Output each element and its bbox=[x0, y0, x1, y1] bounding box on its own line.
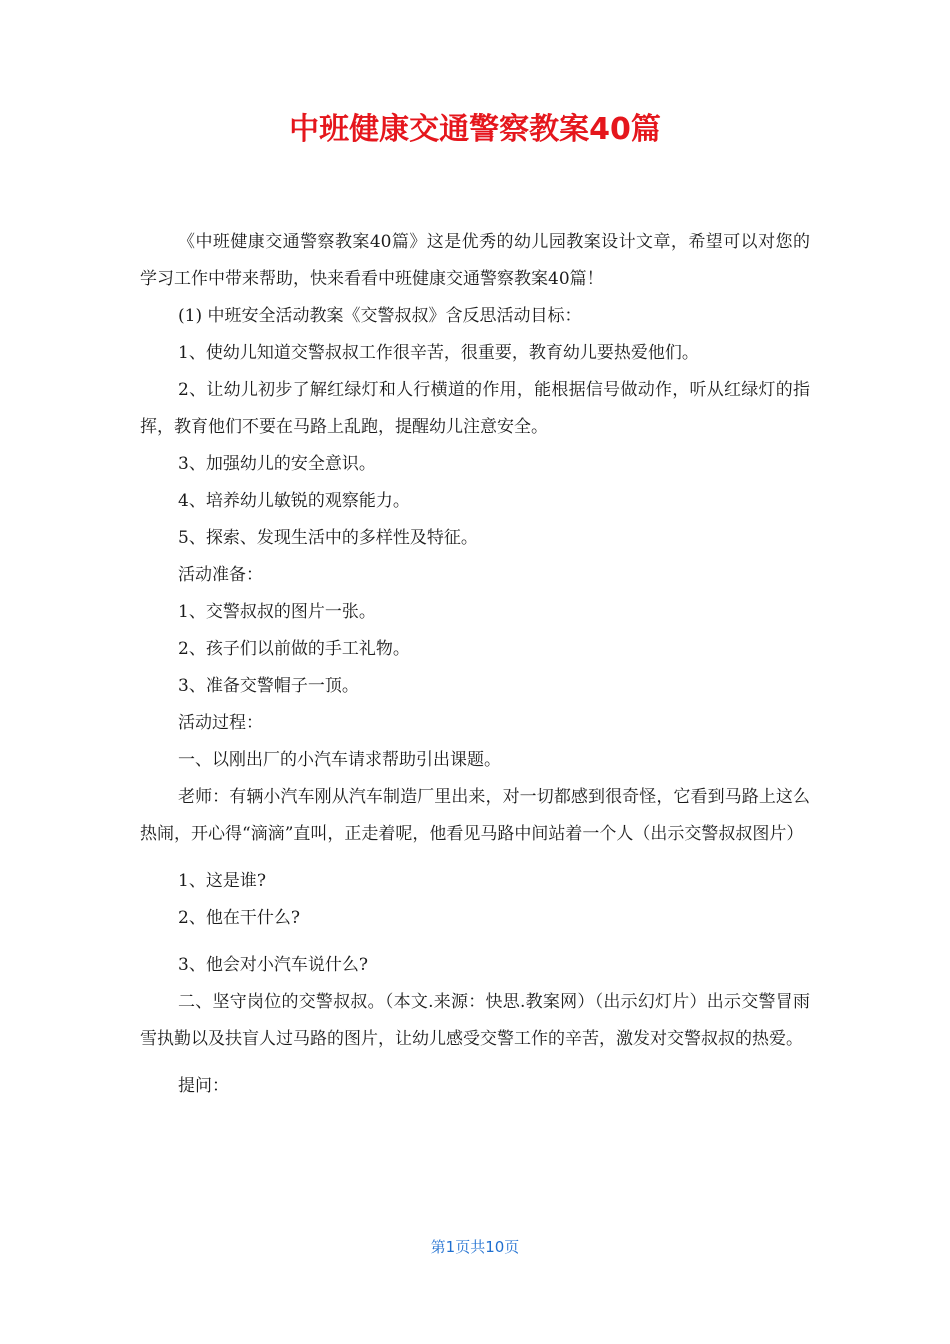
question-item: 1、这是谁? bbox=[178, 871, 266, 891]
process-step: 二、坚守岗位的交警叔叔。（本文.来源：快思.教案网）（出示幻灯片）出示交警冒雨雪执勤以及扶盲人过马路的图片，让幼儿感受交警工作的辛苦，激发对交警叔叔的热爱。 bbox=[140, 992, 810, 1049]
goal-item: 2、让幼儿初步了解红绿灯和人行横道的作用，能根据信号做动作，听从红绿灯的指挥，教育他们不要在马路上乱跑，提醒幼儿注意安全。 bbox=[140, 380, 810, 437]
question-item: 2、他在干什么? bbox=[178, 908, 300, 928]
goal-item: 1、使幼儿知道交警叔叔工作很辛苦，很重要，教育幼儿要热爱他们。 bbox=[178, 343, 699, 363]
section-heading: (1) 中班安全活动教案《交警叔叔》含反思活动目标： bbox=[178, 306, 582, 326]
subheading: 活动准备： bbox=[178, 565, 263, 585]
prep-item: 3、准备交警帽子一顶。 bbox=[178, 676, 359, 696]
page-number: 第1页共10页 bbox=[430, 1238, 520, 1256]
goal-item: 3、加强幼儿的安全意识。 bbox=[178, 454, 376, 474]
question-item: 3、他会对小汽车说什么? bbox=[178, 955, 368, 975]
subheading: 活动过程： bbox=[178, 713, 263, 733]
document-body bbox=[140, 224, 810, 1105]
subheading: 提问： bbox=[178, 1076, 229, 1096]
goal-item: 5、探索、发现生活中的多样性及特征。 bbox=[178, 528, 478, 548]
goal-item: 4、培养幼儿敏锐的观察能力。 bbox=[178, 491, 410, 511]
teacher-dialogue: 老师：有辆小汽车刚从汽车制造厂里出来，对一切都感到很奇怪，它看到马路上这么热闹，开心得“滴滴”直叫，正走着呢，他看见马路中间站着一个人（出示交警叔叔图片） bbox=[140, 787, 810, 844]
intro-paragraph: 《中班健康交通警察教案40篇》这是优秀的幼儿园教案设计文章，希望可以对您的学习工作中带来帮助，快来看看中班健康交通警察教案40篇！ bbox=[140, 232, 810, 289]
process-step: 一、以刚出厂的小汽车请求帮助引出课题。 bbox=[178, 750, 501, 770]
prep-item: 1、交警叔叔的图片一张。 bbox=[178, 602, 376, 622]
document-title: 中班健康交通警察教案40篇 bbox=[289, 112, 661, 147]
prep-item: 2、孩子们以前做的手工礼物。 bbox=[178, 639, 410, 659]
